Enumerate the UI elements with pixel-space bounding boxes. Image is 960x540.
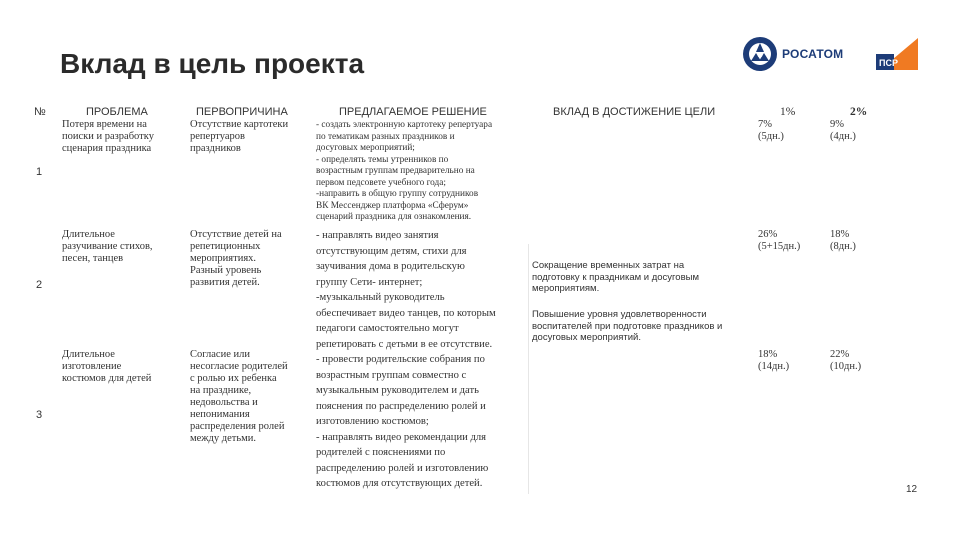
text-line: непонимания bbox=[190, 409, 250, 420]
row-1-cause bbox=[190, 119, 288, 155]
text-line: обеспечивает видео танцев, по которым bbox=[316, 307, 496, 319]
text-line: пояснения по распределению ролей и bbox=[316, 400, 486, 412]
logo-text: РОСАТОМ bbox=[782, 47, 844, 61]
row-2-p1 bbox=[758, 229, 800, 253]
text-line: -направить в общую группу сотрудников bbox=[316, 189, 479, 199]
text-line: Отсутствие картотеки bbox=[190, 119, 289, 130]
text-line: распределения ролей bbox=[190, 421, 285, 432]
row-2-problem bbox=[62, 229, 153, 265]
text-line: репетиционных bbox=[190, 241, 261, 252]
text-line: заучивания дома в родительскую bbox=[316, 261, 465, 272]
header-num: № bbox=[34, 106, 46, 118]
text-line: сценария праздника bbox=[62, 143, 152, 154]
header-cause: ПЕРВОПРИЧИНА bbox=[196, 106, 288, 118]
row-3-p1 bbox=[758, 349, 789, 373]
text-line: -музыкальный руководитель bbox=[316, 292, 445, 303]
text-line: костюмов для отсутствующих детей. bbox=[316, 478, 483, 489]
text-line: репертуаров bbox=[190, 131, 245, 142]
row-number-2: 2 bbox=[36, 279, 43, 291]
text-line: по тематикам разных праздников и bbox=[316, 131, 455, 142]
contribution-block-1 bbox=[532, 260, 699, 295]
text-line: Повышение уровня удовлетворенности bbox=[532, 309, 707, 320]
text-line: музыкальным руководителем и дать bbox=[316, 385, 479, 396]
text-line: недовольства и bbox=[190, 397, 258, 408]
header-p2: 2% bbox=[850, 106, 868, 118]
text-line: на празднике, bbox=[190, 385, 252, 396]
contribution-block-2 bbox=[532, 309, 722, 344]
page-number: 12 bbox=[906, 484, 918, 495]
header-solution: ПРЕДЛАГАЕМОЕ РЕШЕНИЕ bbox=[339, 106, 487, 118]
text-line: с ролью их ребенка bbox=[190, 373, 277, 384]
row-1-p1 bbox=[758, 119, 784, 143]
text-line: (5дн.) bbox=[758, 131, 784, 142]
text-line: праздников bbox=[190, 143, 241, 154]
text-line: - направлять видео занятия bbox=[316, 230, 439, 241]
text-line: развития детей. bbox=[190, 277, 260, 288]
svg-text:ПСР: ПСР bbox=[879, 58, 898, 68]
text-line: 9% bbox=[830, 119, 844, 130]
text-line: песен, танцев bbox=[62, 253, 124, 264]
text-line: - создать электронную картотеку репертуара bbox=[316, 120, 493, 130]
rosatom-logo-icon bbox=[742, 36, 778, 72]
text-line: родителей с пояснениями по bbox=[316, 447, 446, 458]
text-line: Отсутствие детей на bbox=[190, 229, 282, 240]
row-3-problem bbox=[62, 349, 151, 385]
text-line: между детьми. bbox=[190, 433, 257, 444]
text-line: досуговых мероприятий; bbox=[316, 143, 415, 153]
row-1-problem bbox=[62, 119, 154, 155]
text-line: сценарий праздника для ознакомления. bbox=[316, 212, 472, 222]
text-line: группу Сети- интернет; bbox=[316, 276, 423, 288]
text-line: изготовлению костюмов; bbox=[316, 416, 429, 427]
text-line: Длительное bbox=[62, 349, 115, 360]
text-line: 26% bbox=[758, 229, 778, 240]
row-2-p2 bbox=[830, 229, 856, 253]
text-line: (4дн.) bbox=[830, 131, 856, 142]
text-line: Сокращение временных затрат на bbox=[532, 260, 685, 271]
column-divider bbox=[528, 244, 529, 494]
text-line: мероприятиям. bbox=[532, 283, 600, 294]
page-title: Вклад в цель проекта bbox=[60, 48, 365, 79]
text-line: несогласие родителей bbox=[190, 361, 288, 372]
text-line: воспитателей при подготовке праздников и bbox=[532, 320, 723, 332]
row-3-cause bbox=[190, 349, 288, 445]
text-line: - направлять видео рекомендации для bbox=[316, 431, 486, 443]
row-1-p2 bbox=[830, 119, 856, 143]
text-line: первом педсовете учебного года; bbox=[316, 177, 446, 188]
text-line: 22% bbox=[830, 349, 850, 360]
text-line: - определять темы утренников по bbox=[316, 154, 449, 165]
row-2-solution bbox=[316, 228, 496, 352]
header-p1: 1% bbox=[780, 106, 796, 118]
text-line: - провести родительские собрания по bbox=[316, 354, 485, 365]
text-line: досуговых мероприятий. bbox=[532, 332, 641, 343]
text-line: Разный уровень bbox=[190, 265, 262, 276]
text-line: подготовку к праздникам и досуговым bbox=[532, 271, 700, 283]
text-line: (5+15дн.) bbox=[758, 241, 801, 252]
text-line: ВК Мессенджер платформа «Сферум» bbox=[316, 200, 469, 211]
text-line: 18% bbox=[830, 229, 850, 240]
header-contribution: ВКЛАД В ДОСТИЖЕНИЕ ЦЕЛИ bbox=[553, 106, 716, 118]
text-line: мероприятиях. bbox=[190, 253, 257, 264]
row-number-1: 1 bbox=[36, 166, 43, 178]
text-line: распределению ролей и изготовлению bbox=[316, 462, 489, 474]
text-line: репетировать с детьми в ее отсутствие. bbox=[316, 338, 493, 350]
text-line: Потеря времени на bbox=[62, 119, 147, 130]
text-line: Длительное bbox=[62, 229, 115, 240]
text-line: поиски и разработку bbox=[62, 131, 154, 142]
text-line: (8дн.) bbox=[830, 241, 856, 252]
text-line: (10дн.) bbox=[830, 361, 862, 372]
project-logo-icon bbox=[874, 36, 922, 70]
row-1-solution bbox=[316, 120, 492, 224]
text-line: Согласие или bbox=[190, 349, 250, 360]
text-line: разучивание стихов, bbox=[62, 241, 153, 252]
row-3-p2 bbox=[830, 349, 861, 373]
text-line: 7% bbox=[758, 119, 772, 130]
text-line: отсутствующим детям, стихи для bbox=[316, 245, 467, 257]
text-line: педагоги самостоятельно могут bbox=[316, 323, 459, 334]
header-problem: ПРОБЛЕМА bbox=[86, 106, 148, 118]
text-line: возрастным группам предварительно на bbox=[316, 166, 475, 176]
text-line: возрастным группам совместно с bbox=[316, 369, 467, 381]
text-line: костюмов для детей bbox=[62, 373, 152, 384]
text-line: 18% bbox=[758, 349, 778, 360]
row-2-cause bbox=[190, 229, 282, 289]
text-line: (14дн.) bbox=[758, 361, 790, 372]
row-3-solution bbox=[316, 352, 488, 492]
row-number-3: 3 bbox=[36, 409, 43, 421]
text-line: изготовление bbox=[62, 361, 122, 372]
